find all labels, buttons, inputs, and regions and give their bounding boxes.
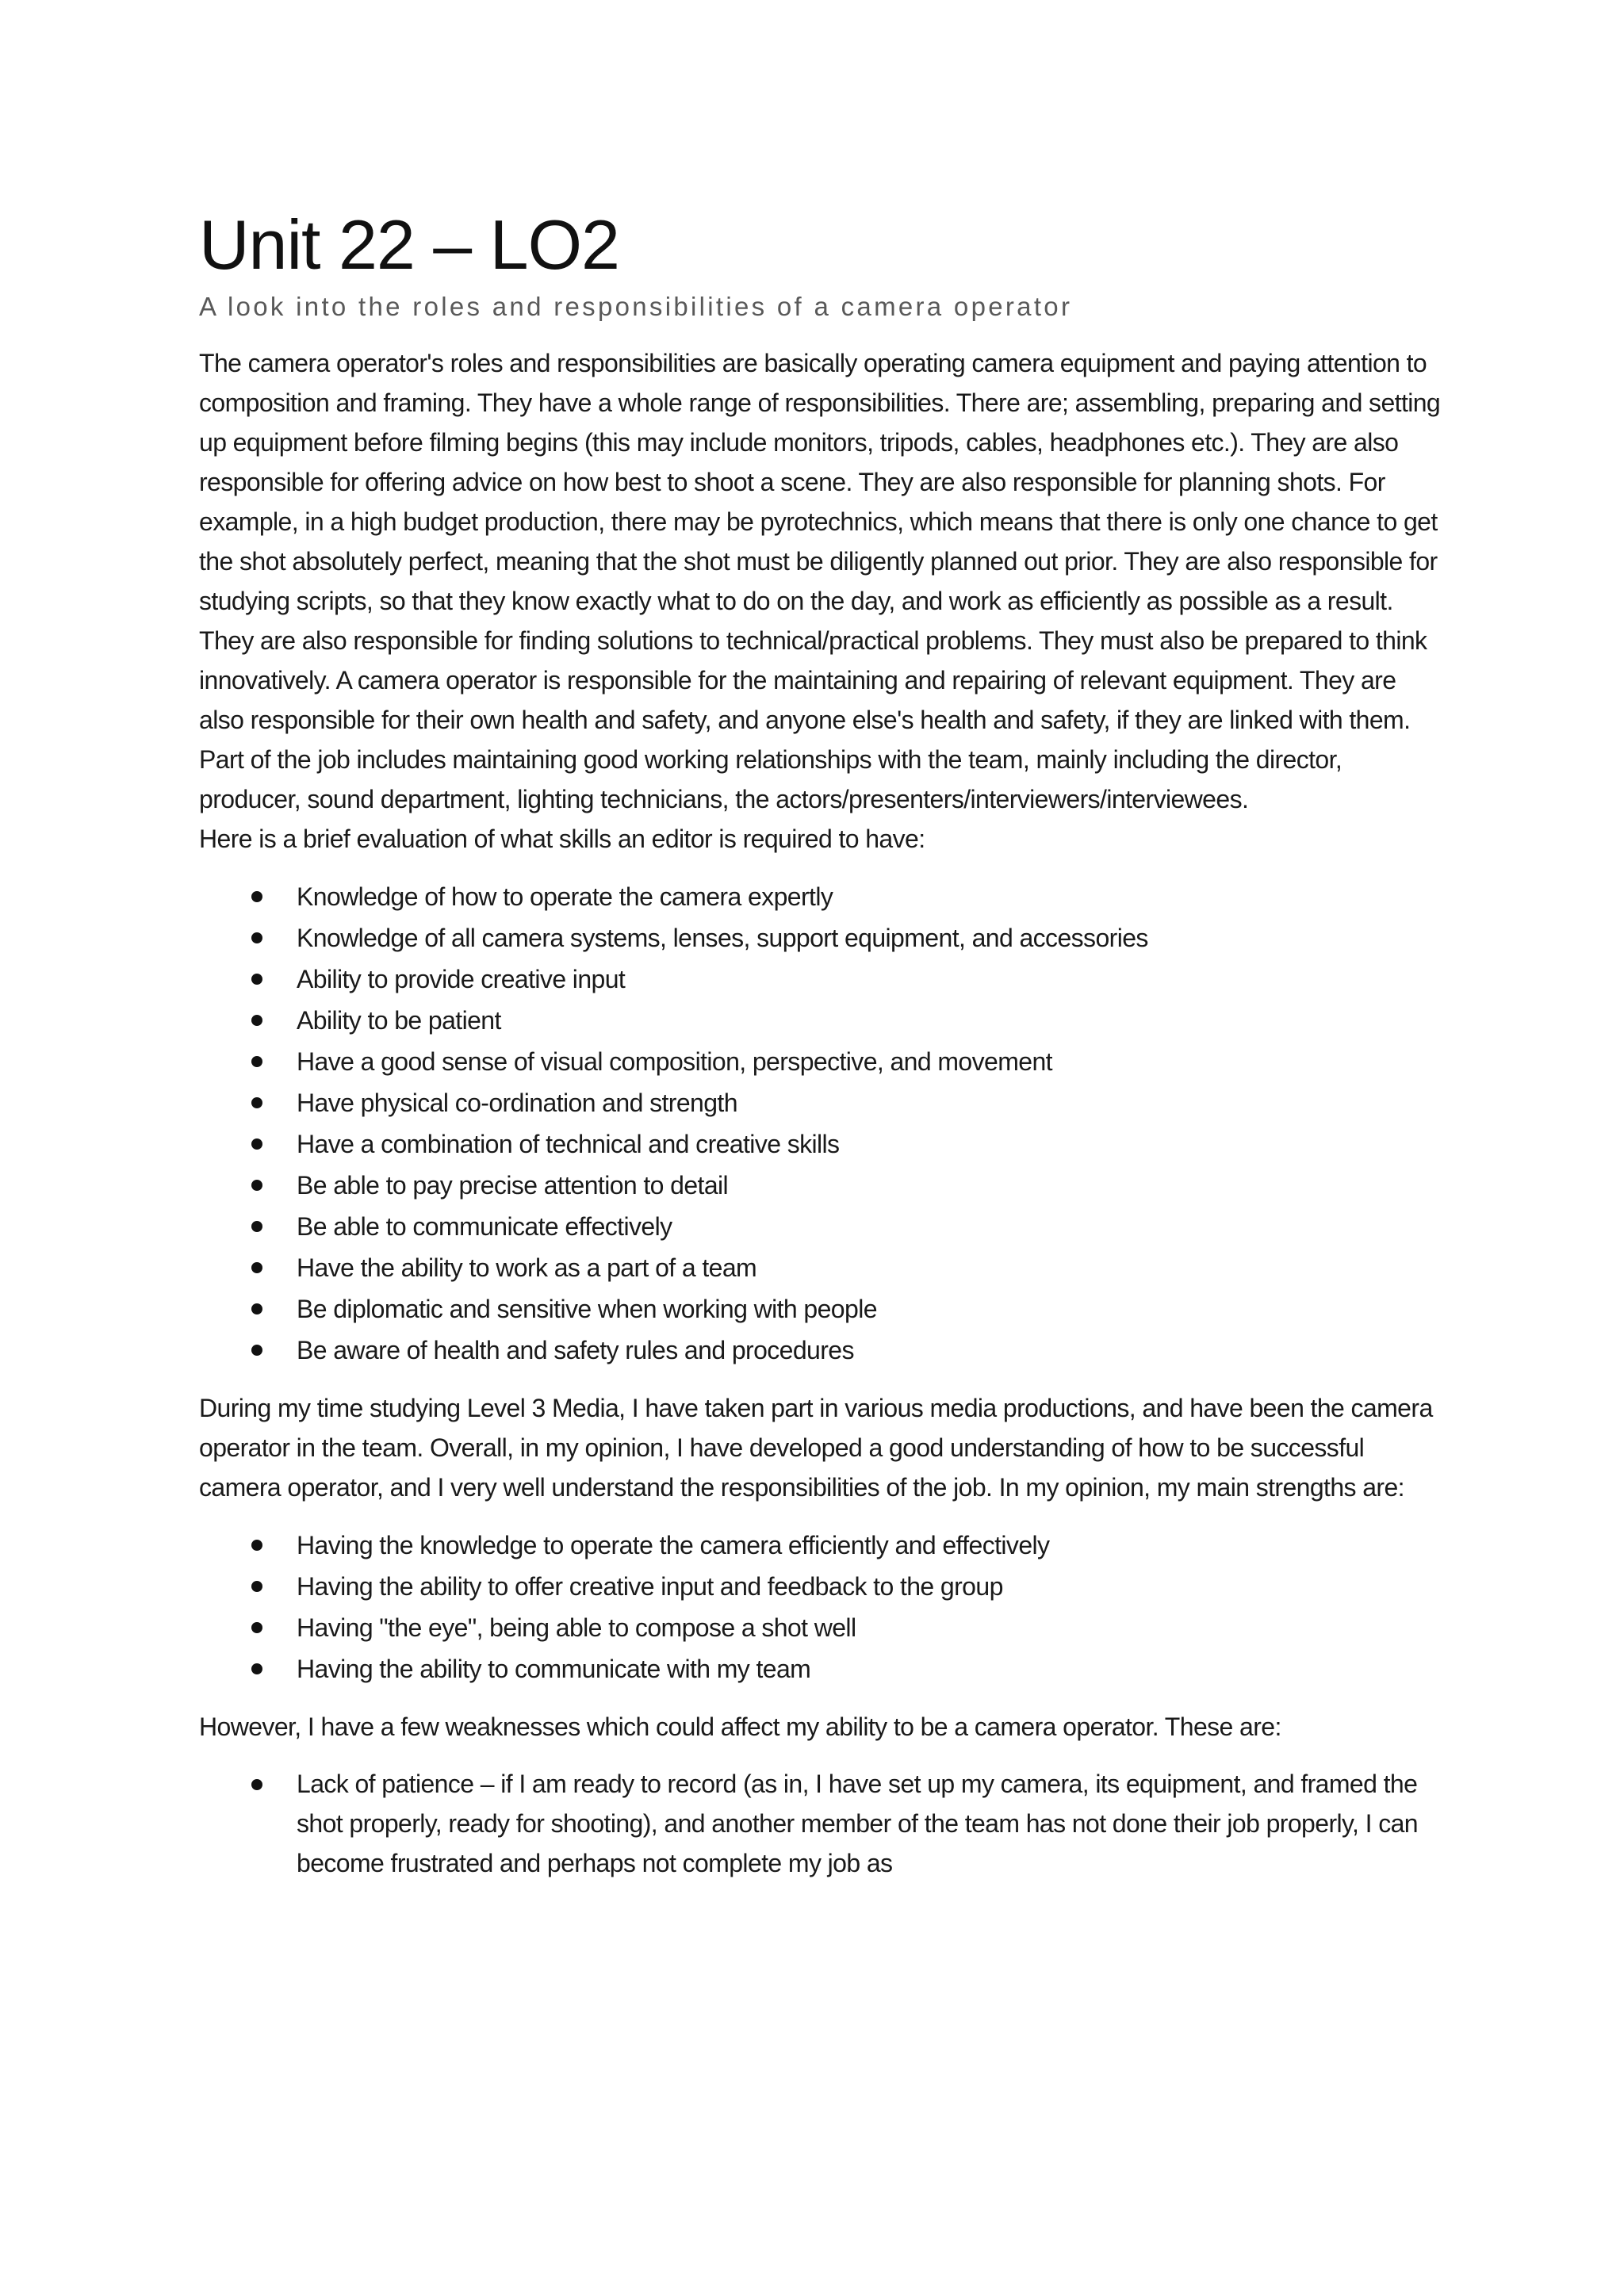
list-item xyxy=(199,1206,1444,1247)
list-item xyxy=(199,917,1444,959)
list-item-text: Ability to be patient xyxy=(297,1006,501,1035)
weaknesses-list xyxy=(199,1764,1444,1883)
list-item xyxy=(199,1288,1444,1330)
list-item-text: Having the knowledge to operate the camera efficiently and effectively xyxy=(297,1531,1050,1559)
bullet-icon xyxy=(251,1056,262,1067)
list-item xyxy=(199,1764,1444,1883)
intro-paragraph: The camera operator's roles and responsibilities are basically operating camera equipment and paying attention to composition and framing. They have a whole range of responsibilities. There are; assembling, preparing and setting up equipment before filming begins (this may include monitors, tripods, cables, headphones etc.). They are also responsible for offering advice on how best to shoot a scene. They are also responsible for planning shots. For example, in a high budget production, there may be pyrotechnics, which means that there is only one chance to get the shot absolutely perfect, meaning that the shot must be diligently planned out prior. They are also responsible for studying scripts, so that they know exactly what to do on the day, and work as efficiently as possible as a result. They are also responsible for finding solutions to technical/practical problems. They must also be prepared to think innovatively. A camera operator is responsible for the maintaining and repairing of relevant equipment. They are also responsible for their own health and safety, and anyone else's health and safety, if they are linked with them. Part of the job includes maintaining good working relationships with the team, mainly including the director, producer, sound department, lighting technicians, the actors/presenters/interviewers/interviewees. xyxy=(199,349,1441,813)
list-item-text: Be able to communicate effectively xyxy=(297,1212,672,1241)
bullet-icon xyxy=(251,1622,262,1633)
bullet-icon xyxy=(251,1015,262,1026)
list-item-text: Have a good sense of visual composition, perspective, and movement xyxy=(297,1047,1052,1076)
list-item xyxy=(199,1607,1444,1648)
document-page xyxy=(199,202,1444,1900)
list-item xyxy=(199,876,1444,917)
list-item xyxy=(199,1000,1444,1041)
bullet-icon xyxy=(251,1097,262,1108)
list-item xyxy=(199,1330,1444,1371)
weaknesses-intro: However, I have a few weaknesses which could affect my ability to be a camera operator. These are: xyxy=(199,1712,1281,1741)
page-subtitle: A look into the roles and responsibilities of a camera operator xyxy=(199,292,1073,321)
list-item-text: Having "the eye", being able to compose a shot well xyxy=(297,1613,856,1642)
experience-paragraph: During my time studying Level 3 Media, I have taken part in various media productions, and have been the camera operator in the team. Overall, in my opinion, I have developed a good understanding of how to be successful camera operator, and I very well understand the responsibilities of the job. In my opinion, my main strengths are: xyxy=(199,1394,1433,1502)
bullet-icon xyxy=(251,1303,262,1314)
bullet-icon xyxy=(251,891,262,902)
bullet-icon xyxy=(251,1138,262,1150)
list-item xyxy=(199,1648,1444,1689)
list-item-text: Ability to provide creative input xyxy=(297,965,626,993)
page-title: Unit 22 – LO2 xyxy=(199,205,619,284)
list-item xyxy=(199,1165,1444,1206)
list-item xyxy=(199,1123,1444,1165)
list-item-text: Knowledge of how to operate the camera expertly xyxy=(297,882,833,911)
list-item-text: Have a combination of technical and creative skills xyxy=(297,1130,840,1158)
list-item xyxy=(199,959,1444,1000)
bullet-icon xyxy=(251,1262,262,1273)
strengths-list xyxy=(199,1525,1444,1689)
skills-intro: Here is a brief evaluation of what skills an editor is required to have: xyxy=(199,825,925,853)
skills-list xyxy=(199,876,1444,1371)
list-item-text: Have the ability to work as a part of a team xyxy=(297,1253,757,1282)
bullet-icon xyxy=(251,932,262,943)
list-item-text: Having the ability to communicate with my team xyxy=(297,1655,811,1683)
list-item-text: Be able to pay precise attention to detail xyxy=(297,1171,729,1200)
bullet-icon xyxy=(251,1345,262,1356)
list-item xyxy=(199,1041,1444,1082)
list-item-text: Have physical co-ordination and strength xyxy=(297,1089,737,1117)
list-item-text: Be aware of health and safety rules and procedures xyxy=(297,1336,854,1364)
bullet-icon xyxy=(251,1663,262,1674)
bullet-icon xyxy=(251,1779,262,1790)
bullet-icon xyxy=(251,1180,262,1191)
list-item xyxy=(199,1247,1444,1288)
list-item xyxy=(199,1525,1444,1566)
bullet-icon xyxy=(251,974,262,985)
list-item-text: Knowledge of all camera systems, lenses, support equipment, and accessories xyxy=(297,924,1148,952)
bullet-icon xyxy=(251,1540,262,1551)
bullet-icon xyxy=(251,1581,262,1592)
list-item xyxy=(199,1082,1444,1123)
bullet-icon xyxy=(251,1221,262,1232)
list-item xyxy=(199,1566,1444,1607)
list-item-text: Having the ability to offer creative input and feedback to the group xyxy=(297,1572,1003,1601)
list-item-text: Lack of patience – if I am ready to record (as in, I have set up my camera, its equipment, and framed the shot properly, ready for shooting), and another member of the team has not done their job properly, I can become frustrated and perhaps not complete my job as xyxy=(297,1770,1418,1877)
list-item-text: Be diplomatic and sensitive when working with people xyxy=(297,1295,877,1323)
